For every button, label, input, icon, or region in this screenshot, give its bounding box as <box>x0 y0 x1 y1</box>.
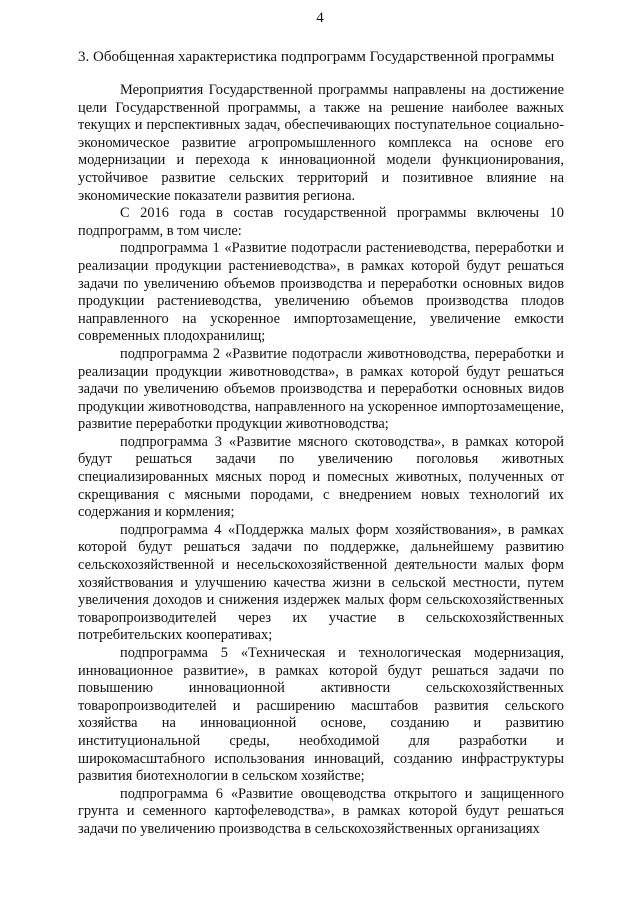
paragraph-intro: Мероприятия Государственной программы направлены на достижение цели Государственной программы, а также на решение наиболее важных текущих и перспективных задач, обеспечивающих поступательное социально-экономическое развитие агропромышленного комплекса на основе его модернизации и перехода к инновационной модели функционирования, устойчивое развитие сельских территорий и позитивное влияние на экономические показатели развития региона. <box>78 82 564 204</box>
section-heading: 3. Обобщенная характеристика подпрограмм Государственной программы <box>78 49 555 65</box>
paragraph-composition: С 2016 года в состав государственной программы включены 10 подпрограмм, в том числе: <box>78 205 564 239</box>
body-text <box>78 82 564 839</box>
paragraph-subprogram-2: подпрограмма 2 «Развитие подотрасли животноводства, переработки и реализации продукции животноводства», в рамках которой будут решаться задачи по увеличению объемов производства и переработки основных видов продукции животноводства, направленного на ускоренное импортозамещение, развитие переработки продукции животноводства; <box>78 345 564 433</box>
paragraph-subprogram-3: подпрограмма 3 «Развитие мясного скотоводства», в рамках которой будут решаться задачи по увеличению поголовья животных специализированных мясных пород и помесных животных, полученных от скрещивания с мясными породами, с внедрением новых технологий их содержания и кормления; <box>78 433 564 521</box>
paragraph-subprogram-1: подпрограмма 1 «Развитие подотрасли растениеводства, переработки и реализации продукции растениеводства», в рамках которой будут решаться задачи по увеличению объемов производства и переработки основных видов продукции растениеводства, увеличению объемов производства плодов направленного на ускоренное импортозамещение, увеличение емкости современных плодохранилищ; <box>78 240 564 345</box>
paragraph-subprogram-6: подпрограмма 6 «Развитие овощеводства открытого и защищенного грунта и семенного картофелеводства», в рамках которой будут решаться задачи по увеличению производства в сельскохозяйственных организациях <box>78 785 564 837</box>
paragraph-subprogram-5: подпрограмма 5 «Техническая и технологическая модернизация, инновационное развитие», в рамках которой будут решаться задачи по повышению инновационной активности сельскохозяйственных товаропроизводителей и расширению масштабов развития сельского хозяйства на инновационной основе, созданию и развитию институциональной среды, необходимой для разработки и широкомасштабного использования инноваций, созданию инфраструктуры развития биотехнологии в сельском хозяйстве; <box>78 645 564 785</box>
paragraph-subprogram-4: подпрограмма 4 «Поддержка малых форм хозяйствования», в рамках которой будут решаться задачи по поддержке, дальнейшему развитию сельскохозяйственной и несельскохозяйственной деятельности малых форм хозяйствования и улучшению качества жизни в сельской местности, путем увеличения доходов и снижения издержек малых форм сельскохозяйственных товаропроизводителей через их участие в сельскохозяйственных потребительских кооперативах; <box>78 521 564 644</box>
page-number: 4 <box>316 10 324 26</box>
